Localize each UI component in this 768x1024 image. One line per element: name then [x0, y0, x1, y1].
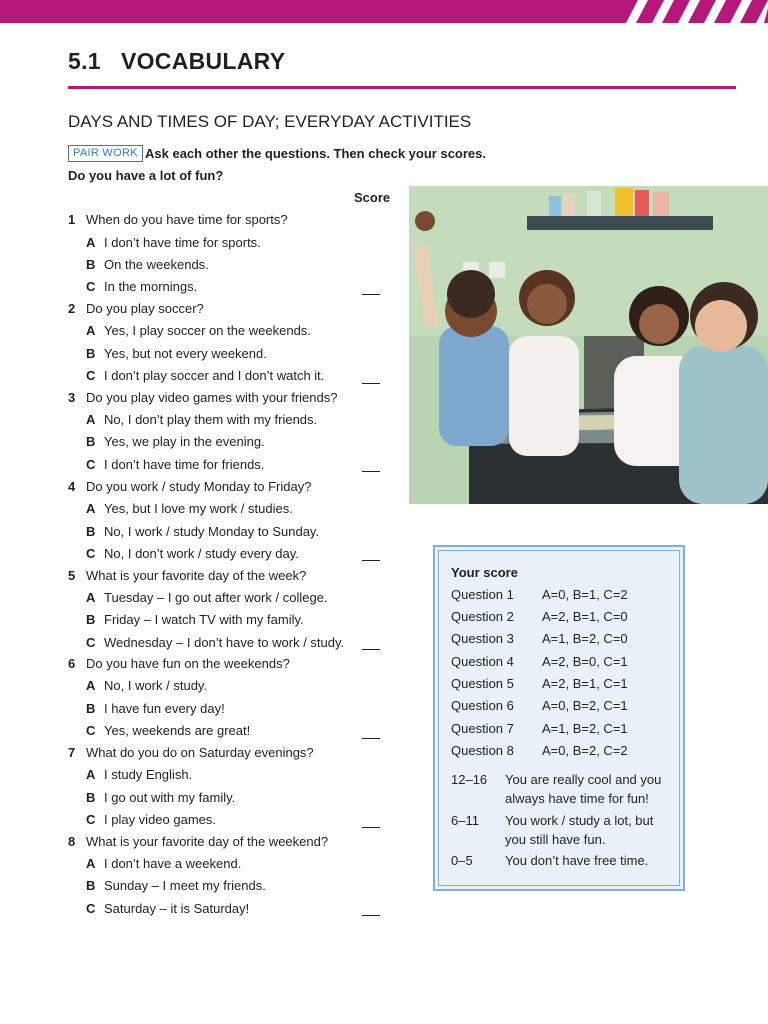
score-blank[interactable]	[362, 471, 380, 472]
option-letter: B	[86, 346, 96, 361]
score-row-values: A=1, B=2, C=1	[542, 721, 628, 736]
option-text: Yes, we play in the evening.	[104, 434, 265, 449]
option-text: Yes, weekends are great!	[104, 723, 251, 738]
score-row-question: Question 2	[451, 609, 514, 624]
option-text: Friday – I watch TV with my family.	[104, 612, 304, 627]
option-text: On the weekends.	[104, 257, 209, 272]
question-number: 3	[68, 390, 76, 405]
result-text: You work / study a lot, but	[505, 813, 654, 828]
score-row-question: Question 1	[451, 587, 514, 602]
option-text: I don’t have time for sports.	[104, 235, 261, 250]
question-number: 1	[68, 212, 76, 227]
option-letter: A	[86, 856, 96, 871]
option-text: Wednesday – I don’t have to work / study.	[104, 635, 345, 650]
question-text: When do you have time for sports?	[86, 212, 288, 227]
option-letter: B	[86, 878, 96, 893]
option-text: I don’t have time for friends.	[104, 457, 265, 472]
result-text: always have time for fun!	[505, 791, 649, 806]
pair-work-badge: PAIR WORK	[68, 145, 143, 162]
score-row-values: A=0, B=1, C=2	[542, 587, 628, 602]
score-row-values: A=2, B=1, C=1	[542, 676, 628, 691]
option-letter: C	[86, 546, 96, 561]
question-text: Do you play video games with your friends?	[86, 390, 338, 405]
score-row-values: A=2, B=0, C=1	[542, 654, 628, 669]
question-number: 2	[68, 301, 76, 316]
score-blank[interactable]	[362, 827, 380, 828]
option-letter: C	[86, 901, 96, 916]
option-letter: B	[86, 434, 96, 449]
option-text: No, I work / study Monday to Sunday.	[104, 524, 320, 539]
option-letter: B	[86, 524, 96, 539]
option-letter: A	[86, 412, 96, 427]
score-row-question: Question 6	[451, 698, 514, 713]
result-text: you still have fun.	[505, 832, 606, 847]
option-text: Yes, but not every weekend.	[104, 346, 267, 361]
page-title	[68, 48, 285, 75]
score-blank[interactable]	[362, 649, 380, 650]
question-number: 8	[68, 834, 76, 849]
result-text: You are really cool and you	[505, 772, 662, 787]
question-number: 5	[68, 568, 76, 583]
option-text: I play video games.	[104, 812, 217, 827]
score-row-question: Question 7	[451, 721, 514, 736]
question-text: Do you have fun on the weekends?	[86, 656, 290, 671]
score-blank[interactable]	[362, 560, 380, 561]
family-photo	[409, 186, 768, 504]
question-text: What do you do on Saturday evenings?	[86, 745, 314, 760]
score-row-values: A=0, B=2, C=2	[542, 743, 628, 758]
question-number: 6	[68, 656, 76, 671]
score-row-question: Question 5	[451, 676, 514, 691]
option-letter: C	[86, 812, 96, 827]
score-row-question: Question 4	[451, 654, 514, 669]
score-blank[interactable]	[362, 915, 380, 916]
score-blank[interactable]	[362, 383, 380, 384]
option-letter: B	[86, 257, 96, 272]
score-row-question: Question 8	[451, 743, 514, 758]
option-letter: A	[86, 323, 96, 338]
option-text: No, I don’t work / study every day.	[104, 546, 299, 561]
option-text: No, I don’t play them with my friends.	[104, 412, 318, 427]
option-text: I don’t play soccer and I don’t watch it.	[104, 368, 325, 383]
question-text: What is your favorite day of the week?	[86, 568, 307, 583]
score-row-question: Question 3	[451, 631, 514, 646]
family-playing-board-game-illustration	[409, 186, 768, 504]
option-letter: A	[86, 235, 96, 250]
option-letter: C	[86, 723, 96, 738]
question-text: What is your favorite day of the weekend?	[86, 834, 329, 849]
subtitle: DAYS AND TIMES OF DAY; EVERYDAY ACTIVITIES	[68, 112, 472, 131]
title-divider	[68, 86, 736, 89]
section-number: 5.1	[68, 48, 101, 74]
option-letter: A	[86, 767, 96, 782]
score-column-header: Score	[354, 190, 391, 205]
option-text: Sunday – I meet my friends.	[104, 878, 266, 893]
option-text: Yes, I play soccer on the weekends.	[104, 323, 311, 338]
option-letter: A	[86, 501, 96, 516]
score-row-values: A=0, B=2, C=1	[542, 698, 628, 713]
option-letter: C	[86, 368, 96, 383]
stripe-pattern-icon	[618, 0, 768, 23]
option-letter: B	[86, 612, 96, 627]
option-letter: C	[86, 635, 96, 650]
option-letter: A	[86, 678, 96, 693]
option-text: I don’t have a weekend.	[104, 856, 242, 871]
option-letter: C	[86, 279, 96, 294]
result-range: 6–11	[451, 813, 479, 828]
result-range: 12–16	[451, 772, 488, 787]
option-text: In the mornings.	[104, 279, 198, 294]
question-number: 4	[68, 479, 76, 494]
option-text: Tuesday – I go out after work / college.	[104, 590, 328, 605]
option-text: I study English.	[104, 767, 193, 782]
option-text: I go out with my family.	[104, 790, 236, 805]
quiz-title: Do you have a lot of fun?	[68, 168, 224, 183]
option-text: I have fun every day!	[104, 701, 225, 716]
score-row-values: A=1, B=2, C=0	[542, 631, 628, 646]
section-name: VOCABULARY	[120, 48, 286, 74]
top-banner	[0, 0, 768, 23]
result-range: 0–5	[451, 853, 473, 868]
score-blank[interactable]	[362, 738, 380, 739]
score-key-box	[433, 545, 685, 891]
score-blank[interactable]	[362, 294, 380, 295]
question-text: Do you play soccer?	[86, 301, 204, 316]
option-text: Yes, but I love my work / studies.	[104, 501, 293, 516]
option-text: Saturday – it is Saturday!	[104, 901, 250, 916]
score-key-title: Your score	[451, 565, 518, 580]
question-text: Do you work / study Monday to Friday?	[86, 479, 312, 494]
question-number: 7	[68, 745, 76, 760]
option-text: No, I work / study.	[104, 678, 208, 693]
score-row-values: A=2, B=1, C=0	[542, 609, 628, 624]
instruction-text: Ask each other the questions. Then check your scores.	[145, 146, 486, 161]
option-letter: A	[86, 590, 96, 605]
result-text: You don’t have free time.	[505, 853, 649, 868]
option-letter: B	[86, 790, 96, 805]
option-letter: C	[86, 457, 96, 472]
option-letter: B	[86, 701, 96, 716]
